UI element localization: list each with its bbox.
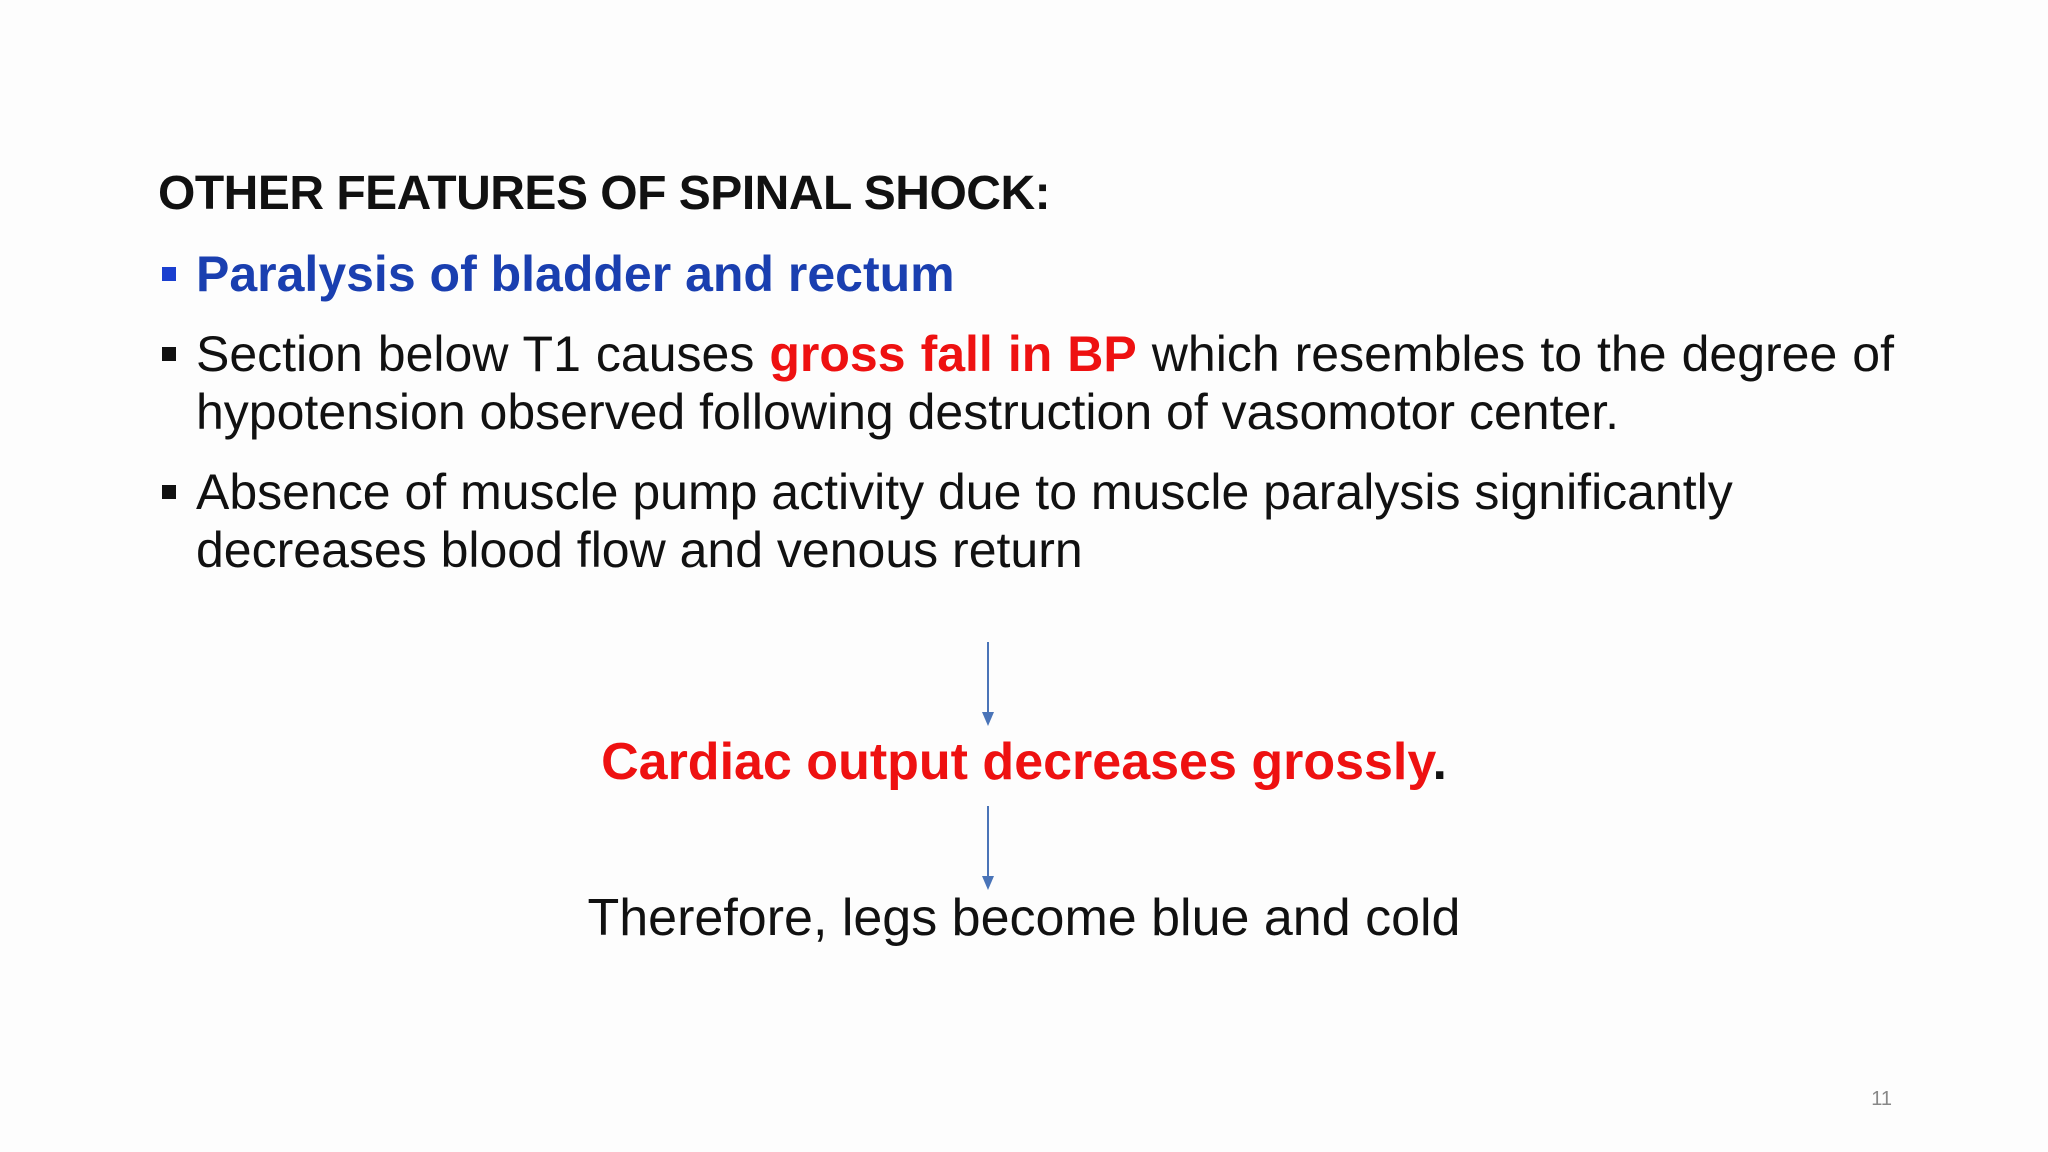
bullet-item-section-t1 [158, 325, 1894, 441]
cardiac-output-text: Cardiac output decreases grossly [601, 733, 1433, 791]
bullet-text-end: which resembles to the degree of hypotension observed following destruction of vasomotor center. [196, 326, 1894, 440]
down-arrow-icon [980, 642, 996, 726]
bullet-text [196, 325, 1894, 441]
bullet-text: Absence of muscle pump activity due to muscle paralysis significantly decreases blood flow and venous return [196, 464, 1733, 578]
down-arrow-icon [980, 806, 996, 890]
square-bullet-icon [162, 347, 176, 361]
bullet-item-muscle-pump [158, 463, 1894, 579]
bullet-text: Paralysis of bladder and rectum [196, 246, 955, 302]
slide-heading: OTHER FEATURES OF SPINAL SHOCK: [158, 167, 1051, 220]
page-number: 11 [1871, 1088, 1892, 1110]
bullet-text-start: Section below T1 causes [196, 326, 770, 382]
cardiac-output-period: . [1432, 733, 1447, 791]
square-bullet-icon [162, 267, 176, 281]
cardiac-output-statement [0, 732, 2048, 792]
bullet-item-paralysis [158, 245, 1894, 303]
conclusion-statement: Therefore, legs become blue and cold [587, 889, 1461, 947]
bullet-list [158, 245, 1894, 579]
highlight-gross-fall-bp: gross fall in BP [769, 326, 1137, 382]
square-bullet-icon [162, 485, 176, 499]
